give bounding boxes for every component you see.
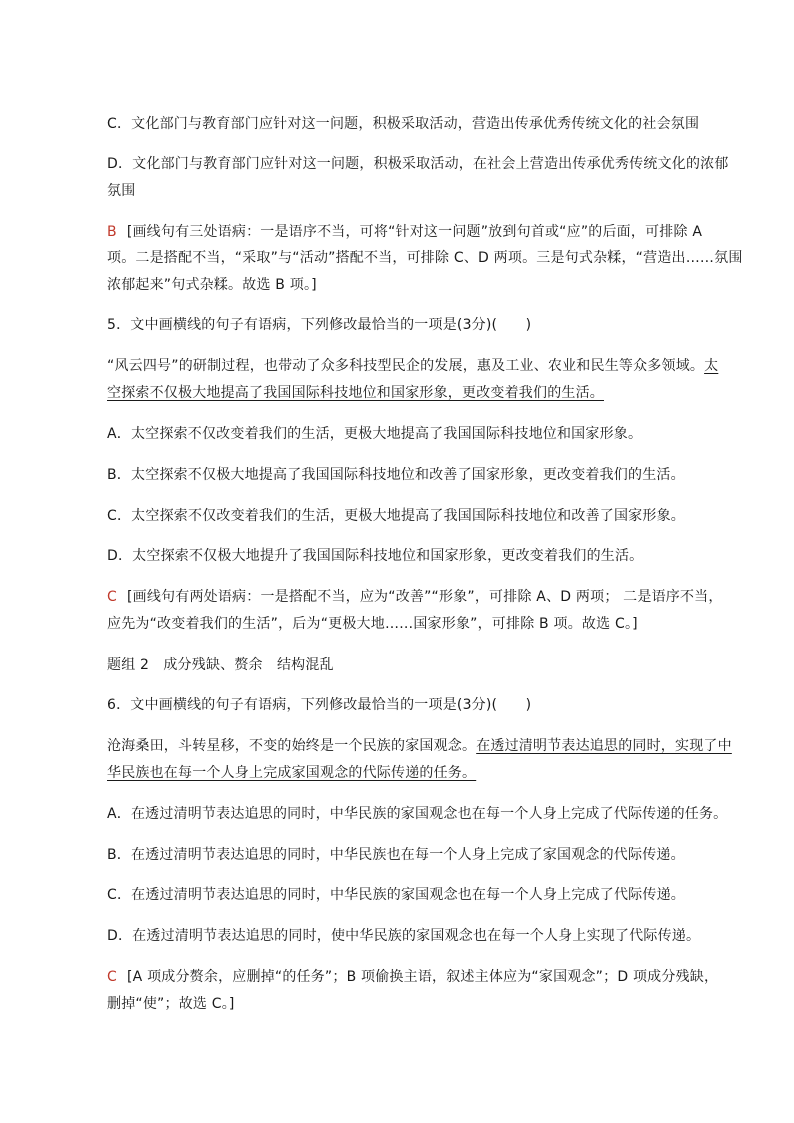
q4-option-c: C．文化部门与教育部门应针对这一问题，积极采取活动，营造出传承优秀传统文化的社会氛围: [107, 116, 700, 132]
q5-answer-text: [画线句有两处语病：一是搭配不当，应为“改善”“形象”，可排除 A、D 两项； 二是语序不当，: [126, 589, 723, 605]
q6-passage-line2: [107, 763, 727, 783]
q4-answer-line1: [107, 222, 727, 242]
q5-passage-line2: [107, 383, 727, 403]
q6-stem: 6．文中画横线的句子有语病，下列修改最恰当的一项是(3分)( ): [107, 697, 532, 713]
q5-option-a: A．太空探索不仅改变着我们的生活，更极大地提高了我国国际科技地位和国家形象。: [107, 426, 643, 442]
q6-option-d: D．在透过清明节表达追思的同时，使中华民族的家国观念也在每一个人身上实现了代际传递。: [107, 928, 701, 944]
q6-passage-line1: [107, 736, 732, 756]
q5-stem: 5．文中画横线的句子有语病，下列修改最恰当的一项是(3分)( ): [107, 317, 532, 333]
q6-passage-underlined: 华民族也在每一个人身上完成家国观念的代际传递的任务。: [107, 765, 477, 781]
q5-option-c: C．太空探索不仅改变着我们的生活，更极大地提高了我国国际科技地位和改善了国家形象。: [107, 508, 685, 524]
q4-option-d-line2: 氛围: [107, 183, 136, 199]
q4-answer-line3: 浓郁起来”句式杂糅。故选 B 项。]: [107, 277, 317, 293]
q5-answer-line1: [107, 587, 727, 607]
q5-passage-plain: “风云四号”的研制过程，也带动了众多科技型民企的发展，惠及工业、农业和民生等众多领域。: [107, 358, 705, 374]
q6-option-a: A．在透过清明节表达追思的同时，中华民族的家国观念也在每一个人身上完成了代际传递的任务。: [107, 806, 728, 822]
group2-heading: 题组 2 成分残缺、赘余 结构混乱: [107, 657, 334, 673]
q4-answer-letter: B: [107, 224, 117, 240]
q5-passage-underlined-start: 太: [704, 358, 719, 374]
q6-answer-letter: C: [107, 969, 117, 985]
q6-option-b: B．在透过清明节表达追思的同时，中华民族也在每一个人身上完成了家国观念的代际传递。: [107, 847, 685, 863]
q5-option-b: B．太空探索不仅极大地提高了我国国际科技地位和改善了国家形象，更改变着我们的生活。: [107, 467, 685, 483]
q5-passage-underlined: 空探索不仅极大地提高了我国国际科技地位和国家形象，更改变着我们的生活。: [107, 385, 604, 401]
q6-option-c: C．在透过清明节表达追思的同时，中华民族的家国观念也在每一个人身上完成了代际传递。: [107, 887, 685, 903]
q4-option-d-line1: D．文化部门与教育部门应针对这一问题，积极采取活动，在社会上营造出传承优秀传统文化的浓郁: [107, 156, 729, 172]
q6-passage-plain: 沧海桑田，斗转星移，不变的始终是一个民族的家国观念。: [107, 738, 477, 754]
q4-answer-text: [画线句有三处语病：一是语序不当，可将“针对这一问题”放到句首或“应”的后面，可排除 A: [126, 224, 703, 240]
q5-answer-line2: 应先为“改变着我们的生活”，后为“更极大地……国家形象”，可排除 B 项。故选 C。]: [107, 616, 638, 632]
q5-passage-line1: [107, 356, 727, 376]
q4-answer-line2: 项。二是搭配不当，“采取”与“活动”搭配不当，可排除 C、D 两项。三是句式杂糅，“营造出……氛围: [107, 250, 743, 266]
q6-passage-underlined-start: 在透过清明节表达追思的同时，实现了中: [476, 738, 732, 754]
q5-option-d: D．太空探索不仅极大地提升了我国国际科技地位和国家形象，更改变着我们的生活。: [107, 548, 644, 564]
q6-answer-text: [A 项成分赘余，应删掉“的任务”；B 项偷换主语，叙述主体应为“家国观念”；D 项成分残缺，: [126, 969, 719, 985]
q6-answer-line2: 删掉“使”；故选 C。]: [107, 996, 235, 1012]
q6-answer-line1: [107, 967, 727, 987]
q5-answer-letter: C: [107, 589, 117, 605]
